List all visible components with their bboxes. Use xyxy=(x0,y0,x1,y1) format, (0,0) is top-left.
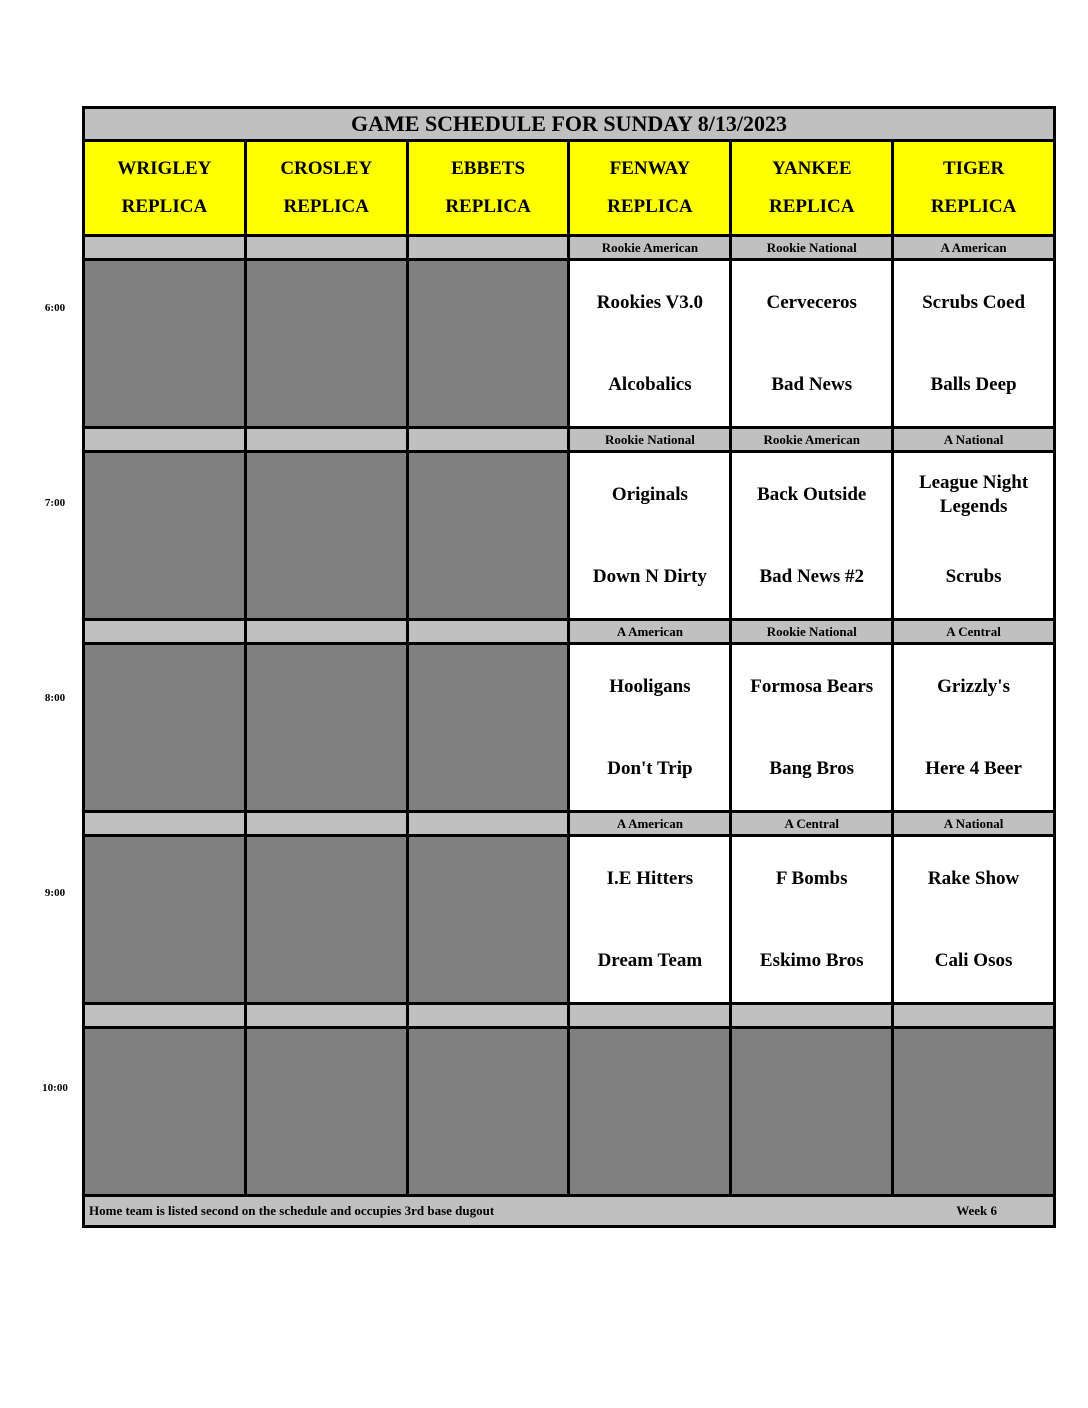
empty-slot xyxy=(84,260,246,428)
home-team: Dream Team xyxy=(597,949,703,971)
division-label: A National xyxy=(893,428,1055,452)
home-team: Bad News #2 xyxy=(759,565,864,587)
away-team: Back Outside xyxy=(757,483,867,505)
empty-slot xyxy=(245,452,407,620)
home-team: Bang Bros xyxy=(769,757,855,779)
game-cell xyxy=(731,644,893,812)
division-label xyxy=(245,428,407,452)
time-label: 7:00 xyxy=(44,497,66,509)
division-label: Rookie National xyxy=(569,428,731,452)
division-label xyxy=(407,1004,569,1028)
away-team: Rookies V3.0 xyxy=(596,291,704,313)
empty-slot xyxy=(84,452,246,620)
division-label xyxy=(569,1004,731,1028)
away-team: Hooligans xyxy=(609,675,691,697)
empty-slot xyxy=(245,644,407,812)
away-team: Scrubs Coed xyxy=(922,291,1026,313)
game-cell xyxy=(731,452,893,620)
division-label: Rookie American xyxy=(731,428,893,452)
schedule-table xyxy=(82,106,1056,1228)
home-team: Cali Osos xyxy=(934,949,1013,971)
division-label: A American xyxy=(893,236,1055,260)
empty-slot xyxy=(245,836,407,1004)
field-subtitle: REPLICA xyxy=(930,196,1017,217)
time-label: 10:00 xyxy=(42,1082,68,1094)
empty-slot xyxy=(407,836,569,1004)
game-cell xyxy=(893,644,1055,812)
division-label: A American xyxy=(569,812,731,836)
home-team: Eskimo Bros xyxy=(759,949,864,971)
empty-slot xyxy=(84,836,246,1004)
away-team: I.E Hitters xyxy=(606,867,694,889)
division-label xyxy=(84,1004,246,1028)
division-label xyxy=(245,620,407,644)
empty-slot xyxy=(84,1028,246,1196)
empty-slot xyxy=(245,260,407,428)
footer xyxy=(84,1196,1055,1227)
home-team: Don't Trip xyxy=(607,757,693,779)
division-label xyxy=(245,1004,407,1028)
field-subtitle: REPLICA xyxy=(607,196,693,217)
game-cell xyxy=(569,260,731,428)
away-team: Formosa Bears xyxy=(750,675,874,697)
division-label xyxy=(731,1004,893,1028)
empty-slot xyxy=(245,1028,407,1196)
division-label xyxy=(407,236,569,260)
empty-slot xyxy=(893,1028,1055,1196)
field-name: CROSLEY xyxy=(280,158,373,179)
home-team: Bad News xyxy=(771,373,853,395)
game-cell xyxy=(893,260,1055,428)
division-label xyxy=(407,620,569,644)
field-subtitle: REPLICA xyxy=(768,196,855,217)
away-team: Originals xyxy=(611,483,688,505)
field-header-yankee xyxy=(731,141,893,236)
division-label xyxy=(245,812,407,836)
division-label xyxy=(407,428,569,452)
division-label: Rookie American xyxy=(569,236,731,260)
division-label xyxy=(84,812,246,836)
division-label xyxy=(245,236,407,260)
empty-slot xyxy=(407,644,569,812)
field-header-ebbets xyxy=(407,141,569,236)
game-cell xyxy=(569,452,731,620)
empty-slot xyxy=(407,452,569,620)
division-label xyxy=(84,236,246,260)
time-label: 9:00 xyxy=(44,887,66,899)
home-team: Down N Dirty xyxy=(592,565,707,587)
home-team: Balls Deep xyxy=(930,373,1017,395)
field-name: WRIGLEY xyxy=(117,158,212,179)
empty-slot xyxy=(407,1028,569,1196)
game-cell xyxy=(731,260,893,428)
empty-slot xyxy=(731,1028,893,1196)
game-cell xyxy=(569,836,731,1004)
division-label xyxy=(84,620,246,644)
division-label: Rookie National xyxy=(731,620,893,644)
field-name: EBBETS xyxy=(451,158,526,179)
time-label: 8:00 xyxy=(44,692,66,704)
empty-slot xyxy=(407,260,569,428)
game-cell xyxy=(731,836,893,1004)
field-name: TIGER xyxy=(942,158,1005,179)
home-team: Scrubs xyxy=(945,565,1002,587)
schedule-title: GAME SCHEDULE FOR SUNDAY 8/13/2023 xyxy=(84,108,1055,141)
field-header-crosley xyxy=(245,141,407,236)
game-cell xyxy=(893,452,1055,620)
field-name: FENWAY xyxy=(609,158,691,179)
division-label: A Central xyxy=(893,620,1055,644)
division-label xyxy=(84,428,246,452)
field-header-wrigley xyxy=(84,141,246,236)
field-header-fenway xyxy=(569,141,731,236)
division-label: Rookie National xyxy=(731,236,893,260)
field-name: YANKEE xyxy=(771,158,852,179)
field-subtitle: REPLICA xyxy=(283,196,369,217)
empty-slot xyxy=(84,644,246,812)
away-team: Grizzly's xyxy=(937,675,1010,697)
game-cell xyxy=(569,644,731,812)
division-label xyxy=(893,1004,1055,1028)
division-label: A National xyxy=(893,812,1055,836)
division-label: A American xyxy=(569,620,731,644)
away-team: Cerveceros xyxy=(766,291,857,313)
home-team: Alcobalics xyxy=(608,373,692,395)
away-team: Rake Show xyxy=(927,867,1020,889)
empty-slot xyxy=(569,1028,731,1196)
field-header-tiger xyxy=(893,141,1055,236)
away-team: F Bombs xyxy=(775,867,848,889)
away-team: League Night Legends xyxy=(918,471,1029,517)
week-label: Week 6 xyxy=(956,1203,997,1218)
field-subtitle: REPLICA xyxy=(445,196,531,217)
home-team: Here 4 Beer xyxy=(925,757,1022,779)
division-label: A Central xyxy=(731,812,893,836)
field-subtitle: REPLICA xyxy=(121,196,208,217)
footer-note: Home team is listed second on the schedule and occupies 3rd base dugout xyxy=(89,1203,495,1218)
game-cell xyxy=(893,836,1055,1004)
division-label xyxy=(407,812,569,836)
time-label: 6:00 xyxy=(44,302,66,314)
